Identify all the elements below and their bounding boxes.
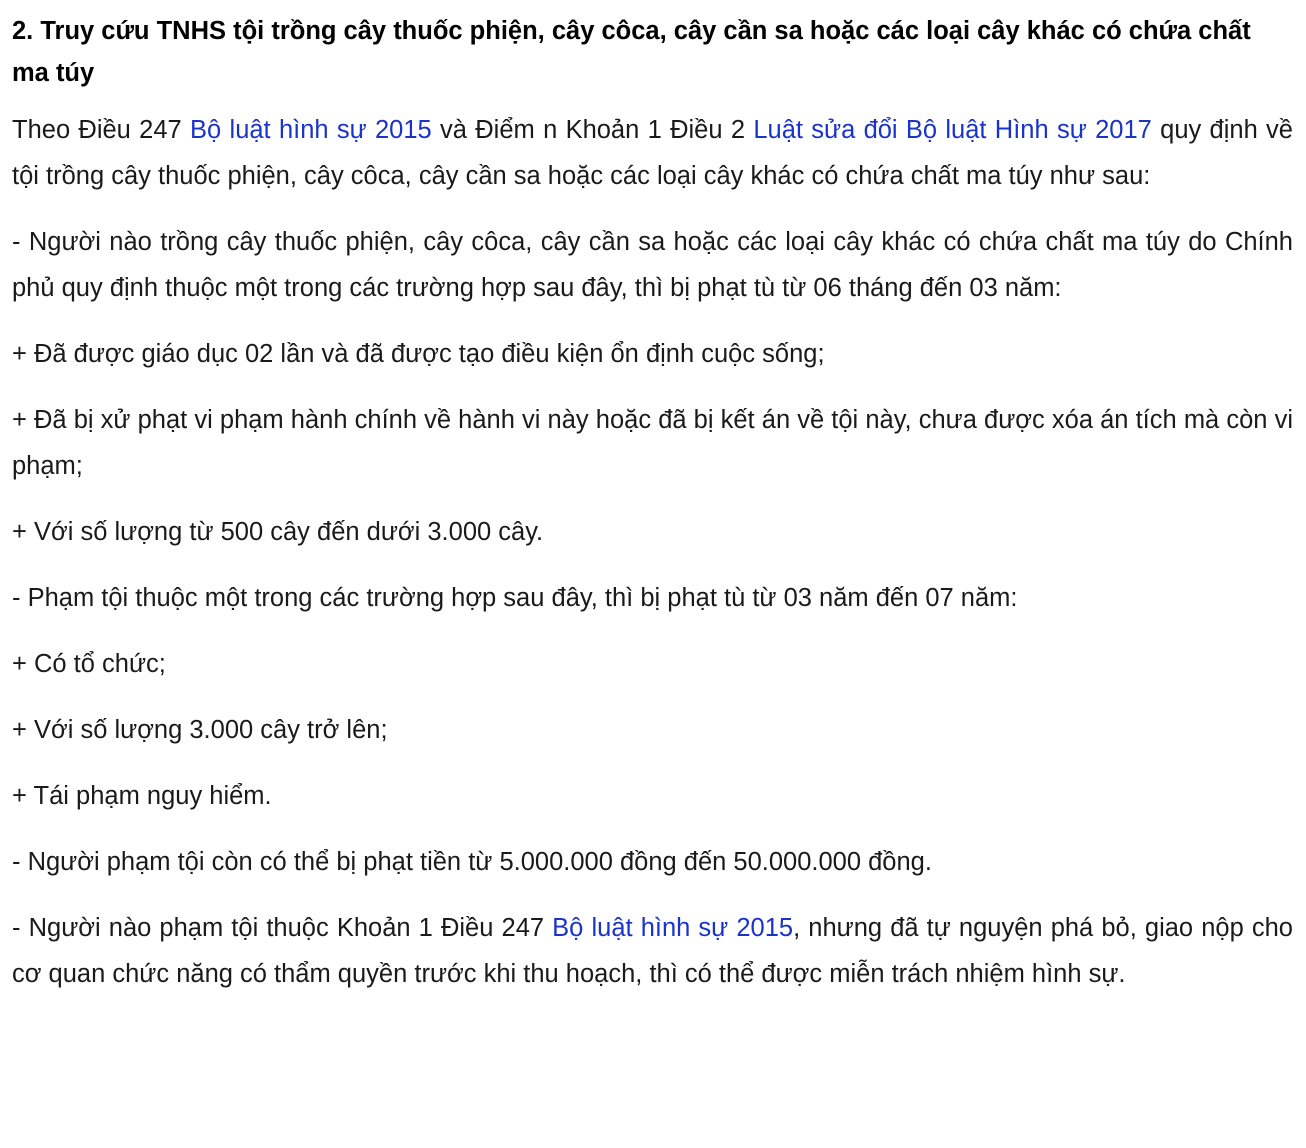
clause-paragraph: + Đã được giáo dục 02 lần và đã được tạo điều kiện ổn định cuộc sống;	[12, 340, 825, 368]
section-heading: 2. Truy cứu TNHS tội trồng cây thuốc phiện, cây côca, cây cần sa hoặc các loại cây khác có chứa chất ma túy	[12, 17, 1251, 87]
penal-code-2015-link[interactable]: Bộ luật hình sự 2015	[190, 116, 432, 144]
clause-paragraph: + Tái phạm nguy hiểm.	[12, 782, 272, 810]
clause-paragraph: + Đã bị xử phạt vi phạm hành chính về hành vi này hoặc đã bị kết án về tội này, chưa được xóa án tích mà còn vi phạm;	[12, 406, 1293, 480]
intro-paragraph	[12, 107, 1293, 199]
penal-code-2015-link[interactable]: Bộ luật hình sự 2015	[552, 914, 794, 942]
intro-text-3: quy định về tội trồng cây thuốc phiện, cây côca, cây cần sa hoặc các loại cây khác có chứa chất ma túy như sau:	[12, 116, 1293, 190]
intro-text-2: và Điểm n Khoản 1 Điều 2	[431, 116, 754, 144]
penal-code-amendment-2017-link[interactable]: Luật sửa đổi Bộ luật Hình sự 2017	[753, 116, 1152, 144]
clause-paragraph: + Với số lượng từ 500 cây đến dưới 3.000 cây.	[12, 518, 544, 546]
clause-paragraph: + Với số lượng 3.000 cây trở lên;	[12, 716, 388, 744]
intro-text-1: Theo Điều 247	[12, 116, 191, 144]
clause-paragraph: - Phạm tội thuộc một trong các trường hợp sau đây, thì bị phạt tù từ 03 năm đến 07 năm:	[12, 584, 1018, 612]
exemption-text-2: , nhưng đã tự nguyện phá bỏ, giao nộp cho cơ quan chức năng có thẩm quyền trước khi thu hoạch, thì có thể được miễn trách nhiệm hình sự.	[12, 914, 1293, 988]
clause-paragraph: + Có tổ chức;	[12, 650, 166, 678]
exemption-text-1: - Người nào phạm tội thuộc Khoản 1 Điều 247	[12, 914, 553, 942]
clause-paragraph: - Người nào trồng cây thuốc phiện, cây côca, cây cần sa hoặc các loại cây khác có chứa chất ma túy do Chính phủ quy định thuộc một trong các trường hợp sau đây, thì bị phạt tù từ 06 tháng đến 03 năm:	[12, 228, 1293, 302]
exemption-paragraph	[12, 905, 1293, 997]
clause-paragraph: - Người phạm tội còn có thể bị phạt tiền từ 5.000.000 đồng đến 50.000.000 đồng.	[12, 848, 932, 876]
article-content	[12, 10, 1293, 997]
